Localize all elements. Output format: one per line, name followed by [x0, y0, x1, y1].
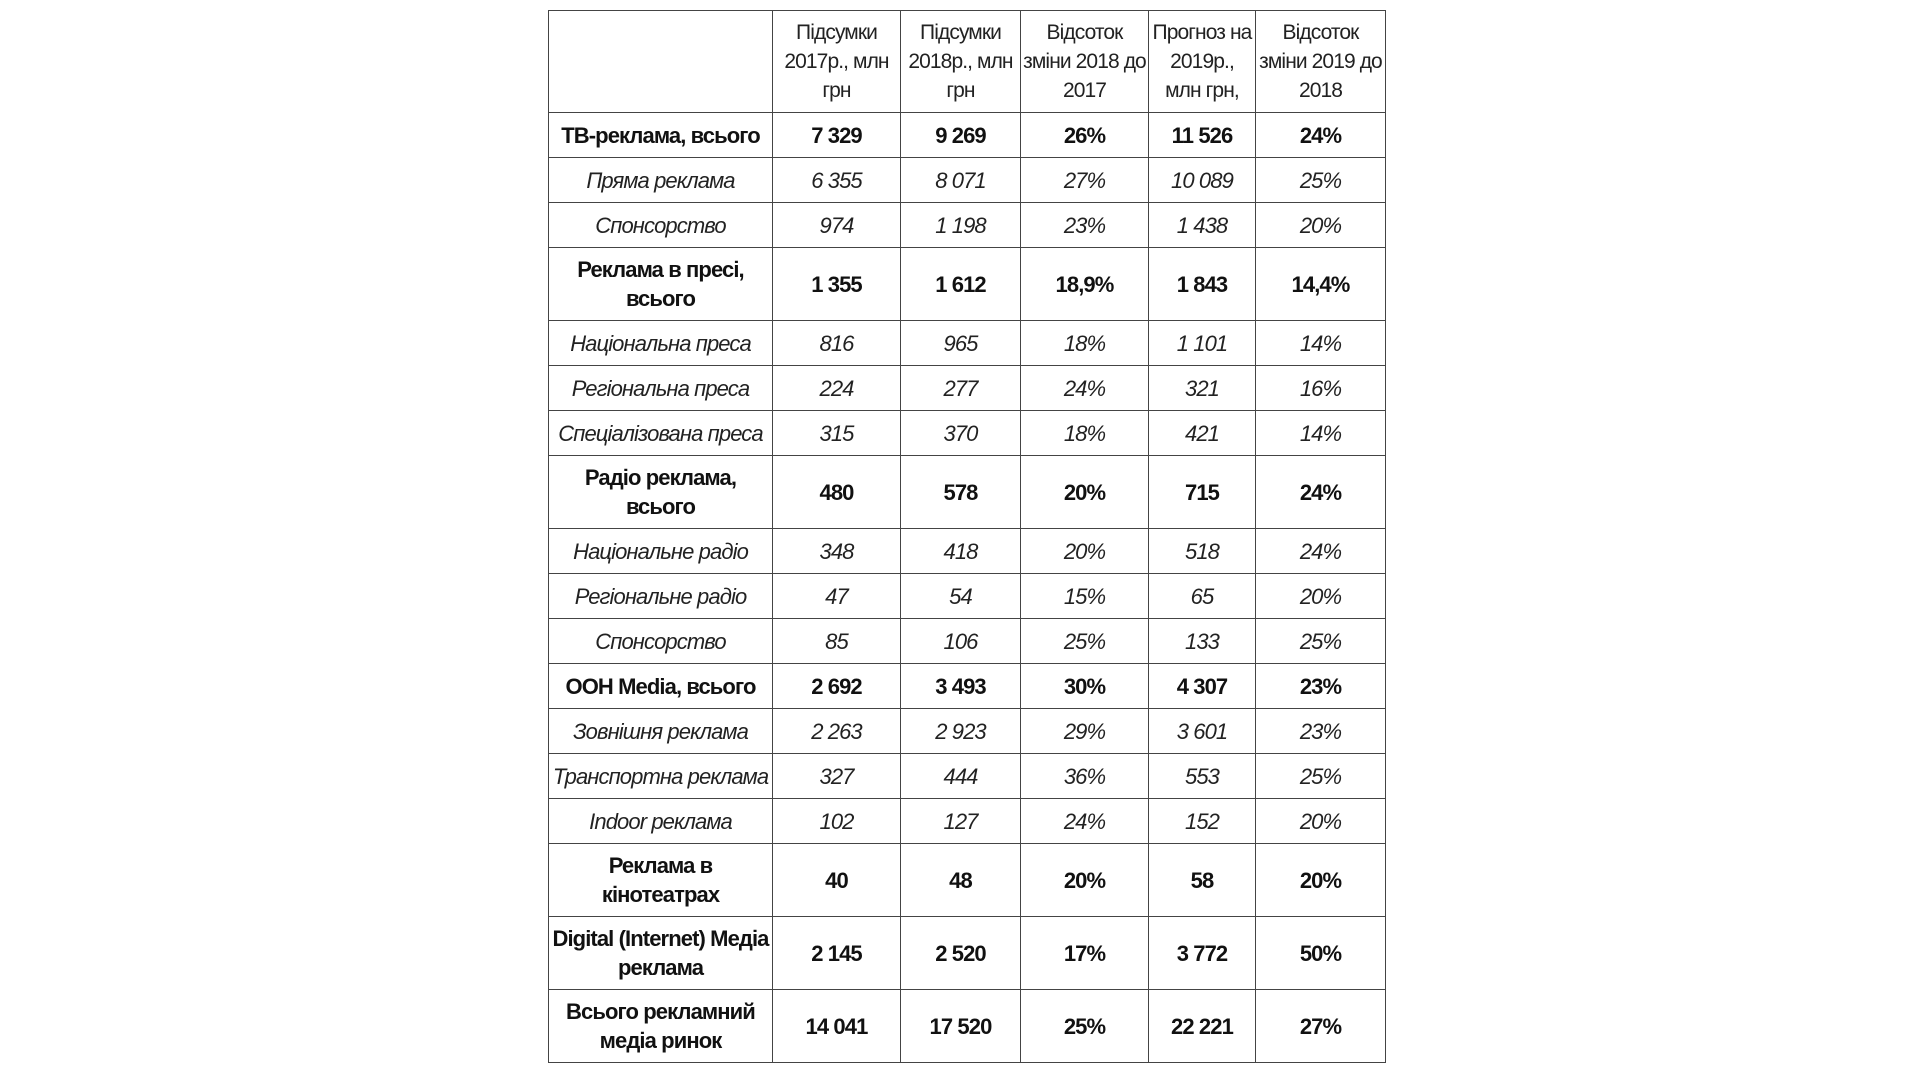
value-cell: 27% — [1256, 990, 1386, 1063]
table-row — [549, 799, 1386, 844]
value-cell: 20% — [1256, 799, 1386, 844]
value-cell: 2 263 — [773, 709, 901, 754]
value-cell: 14,4% — [1256, 248, 1386, 321]
value-cell: 36% — [1021, 754, 1149, 799]
value-cell: 965 — [901, 321, 1021, 366]
row-label: Пряма реклама — [549, 158, 773, 203]
table-row-total — [549, 990, 1386, 1063]
value-cell: 6 355 — [773, 158, 901, 203]
value-cell: 18% — [1021, 321, 1149, 366]
value-cell: 10 089 — [1149, 158, 1256, 203]
value-cell: 40 — [773, 844, 901, 917]
value-cell: 20% — [1256, 844, 1386, 917]
row-label: Спеціалізована преса — [549, 411, 773, 456]
value-cell: 421 — [1149, 411, 1256, 456]
value-cell: 152 — [1149, 799, 1256, 844]
value-cell: 24% — [1021, 366, 1149, 411]
value-cell: 9 269 — [901, 113, 1021, 158]
value-cell: 315 — [773, 411, 901, 456]
value-cell: 25% — [1256, 158, 1386, 203]
row-label: Транспортна реклама — [549, 754, 773, 799]
value-cell: 14% — [1256, 411, 1386, 456]
value-cell: 3 772 — [1149, 917, 1256, 990]
value-cell: 25% — [1021, 990, 1149, 1063]
value-cell: 224 — [773, 366, 901, 411]
value-cell: 348 — [773, 529, 901, 574]
value-cell: 58 — [1149, 844, 1256, 917]
value-cell: 321 — [1149, 366, 1256, 411]
row-label: Регіональне радіо — [549, 574, 773, 619]
value-cell: 11 526 — [1149, 113, 1256, 158]
header-row — [549, 11, 1386, 113]
table-row-total — [549, 456, 1386, 529]
advertising-market-table — [548, 10, 1386, 1063]
value-cell: 102 — [773, 799, 901, 844]
value-cell: 18% — [1021, 411, 1149, 456]
value-cell: 578 — [901, 456, 1021, 529]
value-cell: 85 — [773, 619, 901, 664]
value-cell: 24% — [1021, 799, 1149, 844]
value-cell: 518 — [1149, 529, 1256, 574]
value-cell: 30% — [1021, 664, 1149, 709]
value-cell: 1 843 — [1149, 248, 1256, 321]
value-cell: 3 601 — [1149, 709, 1256, 754]
column-header: Підсумки 2018р., млн грн — [901, 11, 1021, 113]
value-cell: 25% — [1256, 754, 1386, 799]
value-cell: 1 438 — [1149, 203, 1256, 248]
table-row — [549, 709, 1386, 754]
table-row — [549, 366, 1386, 411]
value-cell: 480 — [773, 456, 901, 529]
value-cell: 24% — [1256, 456, 1386, 529]
value-cell: 2 145 — [773, 917, 901, 990]
value-cell: 2 923 — [901, 709, 1021, 754]
value-cell: 20% — [1021, 456, 1149, 529]
column-header: Відсоток зміни 2019 до 2018 — [1256, 11, 1386, 113]
value-cell: 50% — [1256, 917, 1386, 990]
value-cell: 444 — [901, 754, 1021, 799]
table-row-total — [549, 113, 1386, 158]
value-cell: 7 329 — [773, 113, 901, 158]
value-cell: 3 493 — [901, 664, 1021, 709]
value-cell: 17% — [1021, 917, 1149, 990]
value-cell: 54 — [901, 574, 1021, 619]
value-cell: 127 — [901, 799, 1021, 844]
value-cell: 16% — [1256, 366, 1386, 411]
table-row — [549, 619, 1386, 664]
table-row — [549, 203, 1386, 248]
value-cell: 15% — [1021, 574, 1149, 619]
value-cell: 22 221 — [1149, 990, 1256, 1063]
value-cell: 1 198 — [901, 203, 1021, 248]
value-cell: 14 041 — [773, 990, 901, 1063]
row-label: Реклама в кінотеатрах — [549, 844, 773, 917]
table-row-total — [549, 664, 1386, 709]
value-cell: 106 — [901, 619, 1021, 664]
row-label: ТВ-реклама, всього — [549, 113, 773, 158]
value-cell: 277 — [901, 366, 1021, 411]
value-cell: 29% — [1021, 709, 1149, 754]
value-cell: 133 — [1149, 619, 1256, 664]
value-cell: 974 — [773, 203, 901, 248]
value-cell: 1 355 — [773, 248, 901, 321]
table-row — [549, 411, 1386, 456]
column-header: Прогноз на 2019р., млн грн, — [1149, 11, 1256, 113]
row-label: Зовнішня реклама — [549, 709, 773, 754]
table-row-total — [549, 844, 1386, 917]
value-cell: 27% — [1021, 158, 1149, 203]
row-label: Digital (Internet) Медіа реклама — [549, 917, 773, 990]
value-cell: 1 612 — [901, 248, 1021, 321]
row-label: Національне радіо — [549, 529, 773, 574]
value-cell: 20% — [1021, 844, 1149, 917]
table-row — [549, 529, 1386, 574]
value-cell: 1 101 — [1149, 321, 1256, 366]
value-cell: 26% — [1021, 113, 1149, 158]
value-cell: 4 307 — [1149, 664, 1256, 709]
value-cell: 25% — [1256, 619, 1386, 664]
column-header: Підсумки 2017р., млн грн — [773, 11, 901, 113]
value-cell: 14% — [1256, 321, 1386, 366]
column-header: Відсоток зміни 2018 до 2017 — [1021, 11, 1149, 113]
value-cell: 25% — [1021, 619, 1149, 664]
value-cell: 18,9% — [1021, 248, 1149, 321]
row-label: Всього рекламний медіа ринок — [549, 990, 773, 1063]
value-cell: 2 692 — [773, 664, 901, 709]
row-label: Indoor реклама — [549, 799, 773, 844]
value-cell: 327 — [773, 754, 901, 799]
row-label: Спонсорство — [549, 203, 773, 248]
value-cell: 23% — [1256, 709, 1386, 754]
value-cell: 20% — [1021, 529, 1149, 574]
value-cell: 24% — [1256, 113, 1386, 158]
row-label: Регіональна преса — [549, 366, 773, 411]
value-cell: 370 — [901, 411, 1021, 456]
table-row — [549, 321, 1386, 366]
row-label: Реклама в пресі, всього — [549, 248, 773, 321]
value-cell: 715 — [1149, 456, 1256, 529]
table-row-total — [549, 917, 1386, 990]
table-row — [549, 574, 1386, 619]
value-cell: 23% — [1256, 664, 1386, 709]
row-label: OOH Media, всього — [549, 664, 773, 709]
table-row — [549, 158, 1386, 203]
value-cell: 20% — [1256, 574, 1386, 619]
value-cell: 553 — [1149, 754, 1256, 799]
row-label: Спонсорство — [549, 619, 773, 664]
value-cell: 24% — [1256, 529, 1386, 574]
value-cell: 17 520 — [901, 990, 1021, 1063]
value-cell: 47 — [773, 574, 901, 619]
row-label: Національна преса — [549, 321, 773, 366]
value-cell: 48 — [901, 844, 1021, 917]
value-cell: 2 520 — [901, 917, 1021, 990]
table-row-total — [549, 248, 1386, 321]
value-cell: 816 — [773, 321, 901, 366]
value-cell: 8 071 — [901, 158, 1021, 203]
value-cell: 20% — [1256, 203, 1386, 248]
table-row — [549, 754, 1386, 799]
value-cell: 418 — [901, 529, 1021, 574]
header-cell-empty — [549, 11, 773, 113]
value-cell: 23% — [1021, 203, 1149, 248]
row-label: Радіо реклама, всього — [549, 456, 773, 529]
value-cell: 65 — [1149, 574, 1256, 619]
